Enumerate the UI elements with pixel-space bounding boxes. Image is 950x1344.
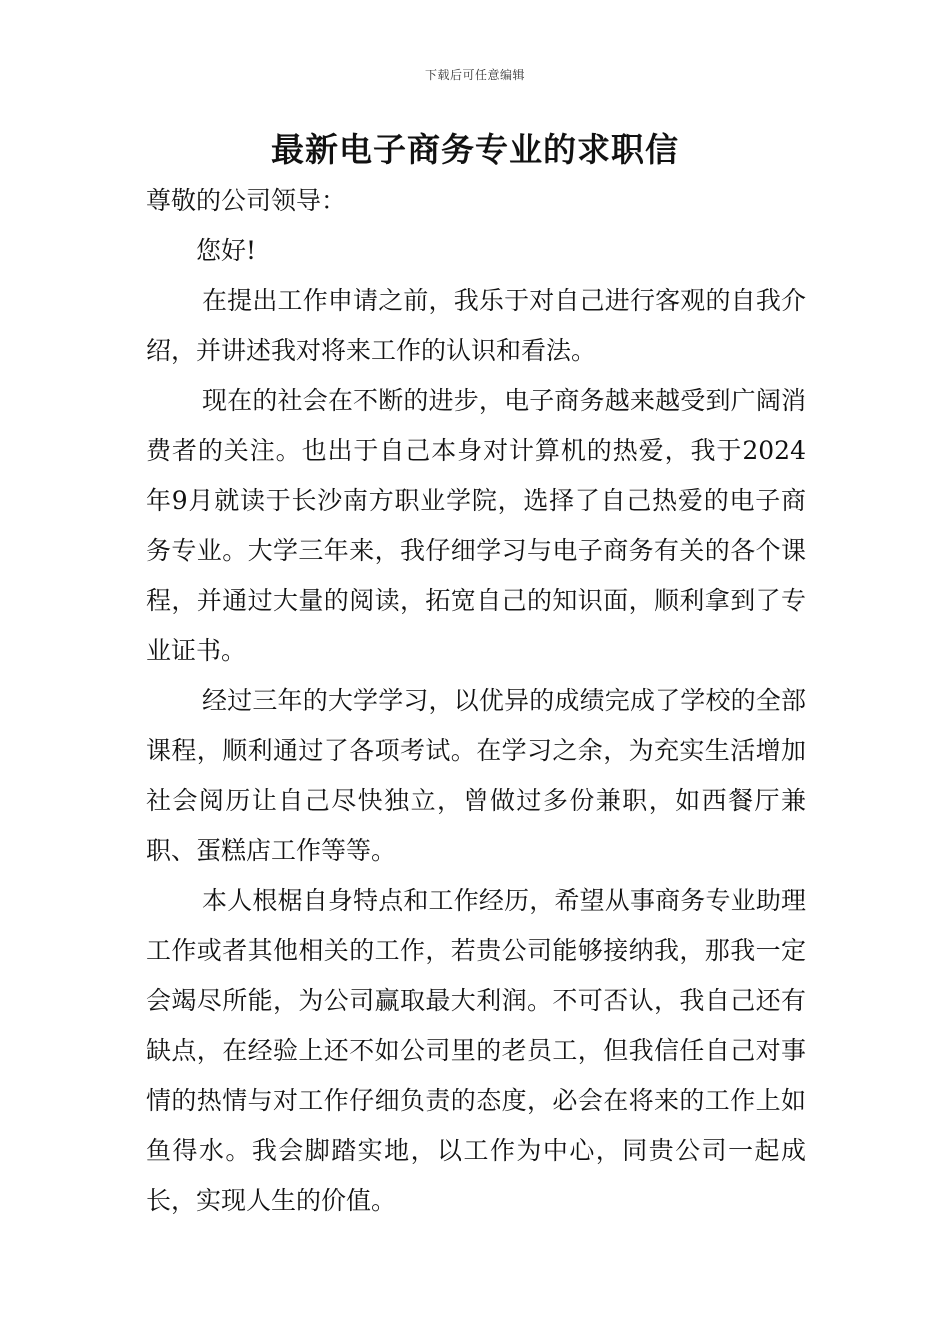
paragraph-study: 经过三年的大学学习，以优异的成绩完成了学校的全部课程，顺利通过了各项考试。在学习之余，为充实生活增加社会阅历让自己尽快独立，曾做过多份兼职，如西餐厅兼职、蛋糕店工作等等。 [146,686,806,865]
salutation: 尊敬的公司领导： [146,186,347,215]
paragraph-background: 现在的社会在不断的进步，电子商务越来越受到广阔消费者的关注。也出于自己本身对计算机的热爱，我于2024年9月就读于长沙南方职业学院，选择了自己热爱的电子商务专业。大学三年来，我仔细学习与电子商务有关的各个课程，并通过大量的阅读，拓宽自己的知识面，顺利拿到了专业证书。 [146,386,806,665]
paragraph-aspiration: 本人根椐自身特点和工作经历，希望从事商务专业助理工作或者其他相关的工作，若贵公司能够接纳我，那我一定会竭尽所能，为公司赢取最大利润。不可否认，我自己还有缺点，在经验上还不如公司里的老员工，但我信任自己对事情的热情与对工作仔细负责的态度，必会在将来的工作上如鱼得水。我会脚踏实地，以工作为中心，同贵公司一起成长，实现人生的价值。 [146,886,806,1215]
header-note: 下载后可任意编辑 [424,68,525,82]
page-title: 最新电子商务专业的求职信 [271,130,679,169]
paragraph-intro: 在提出工作申请之前，我乐于对自己进行客观的自我介绍，并讲述我对将来工作的认识和看法。 [146,286,806,365]
greeting: 您好! [196,236,257,265]
letter-body [146,176,806,1226]
